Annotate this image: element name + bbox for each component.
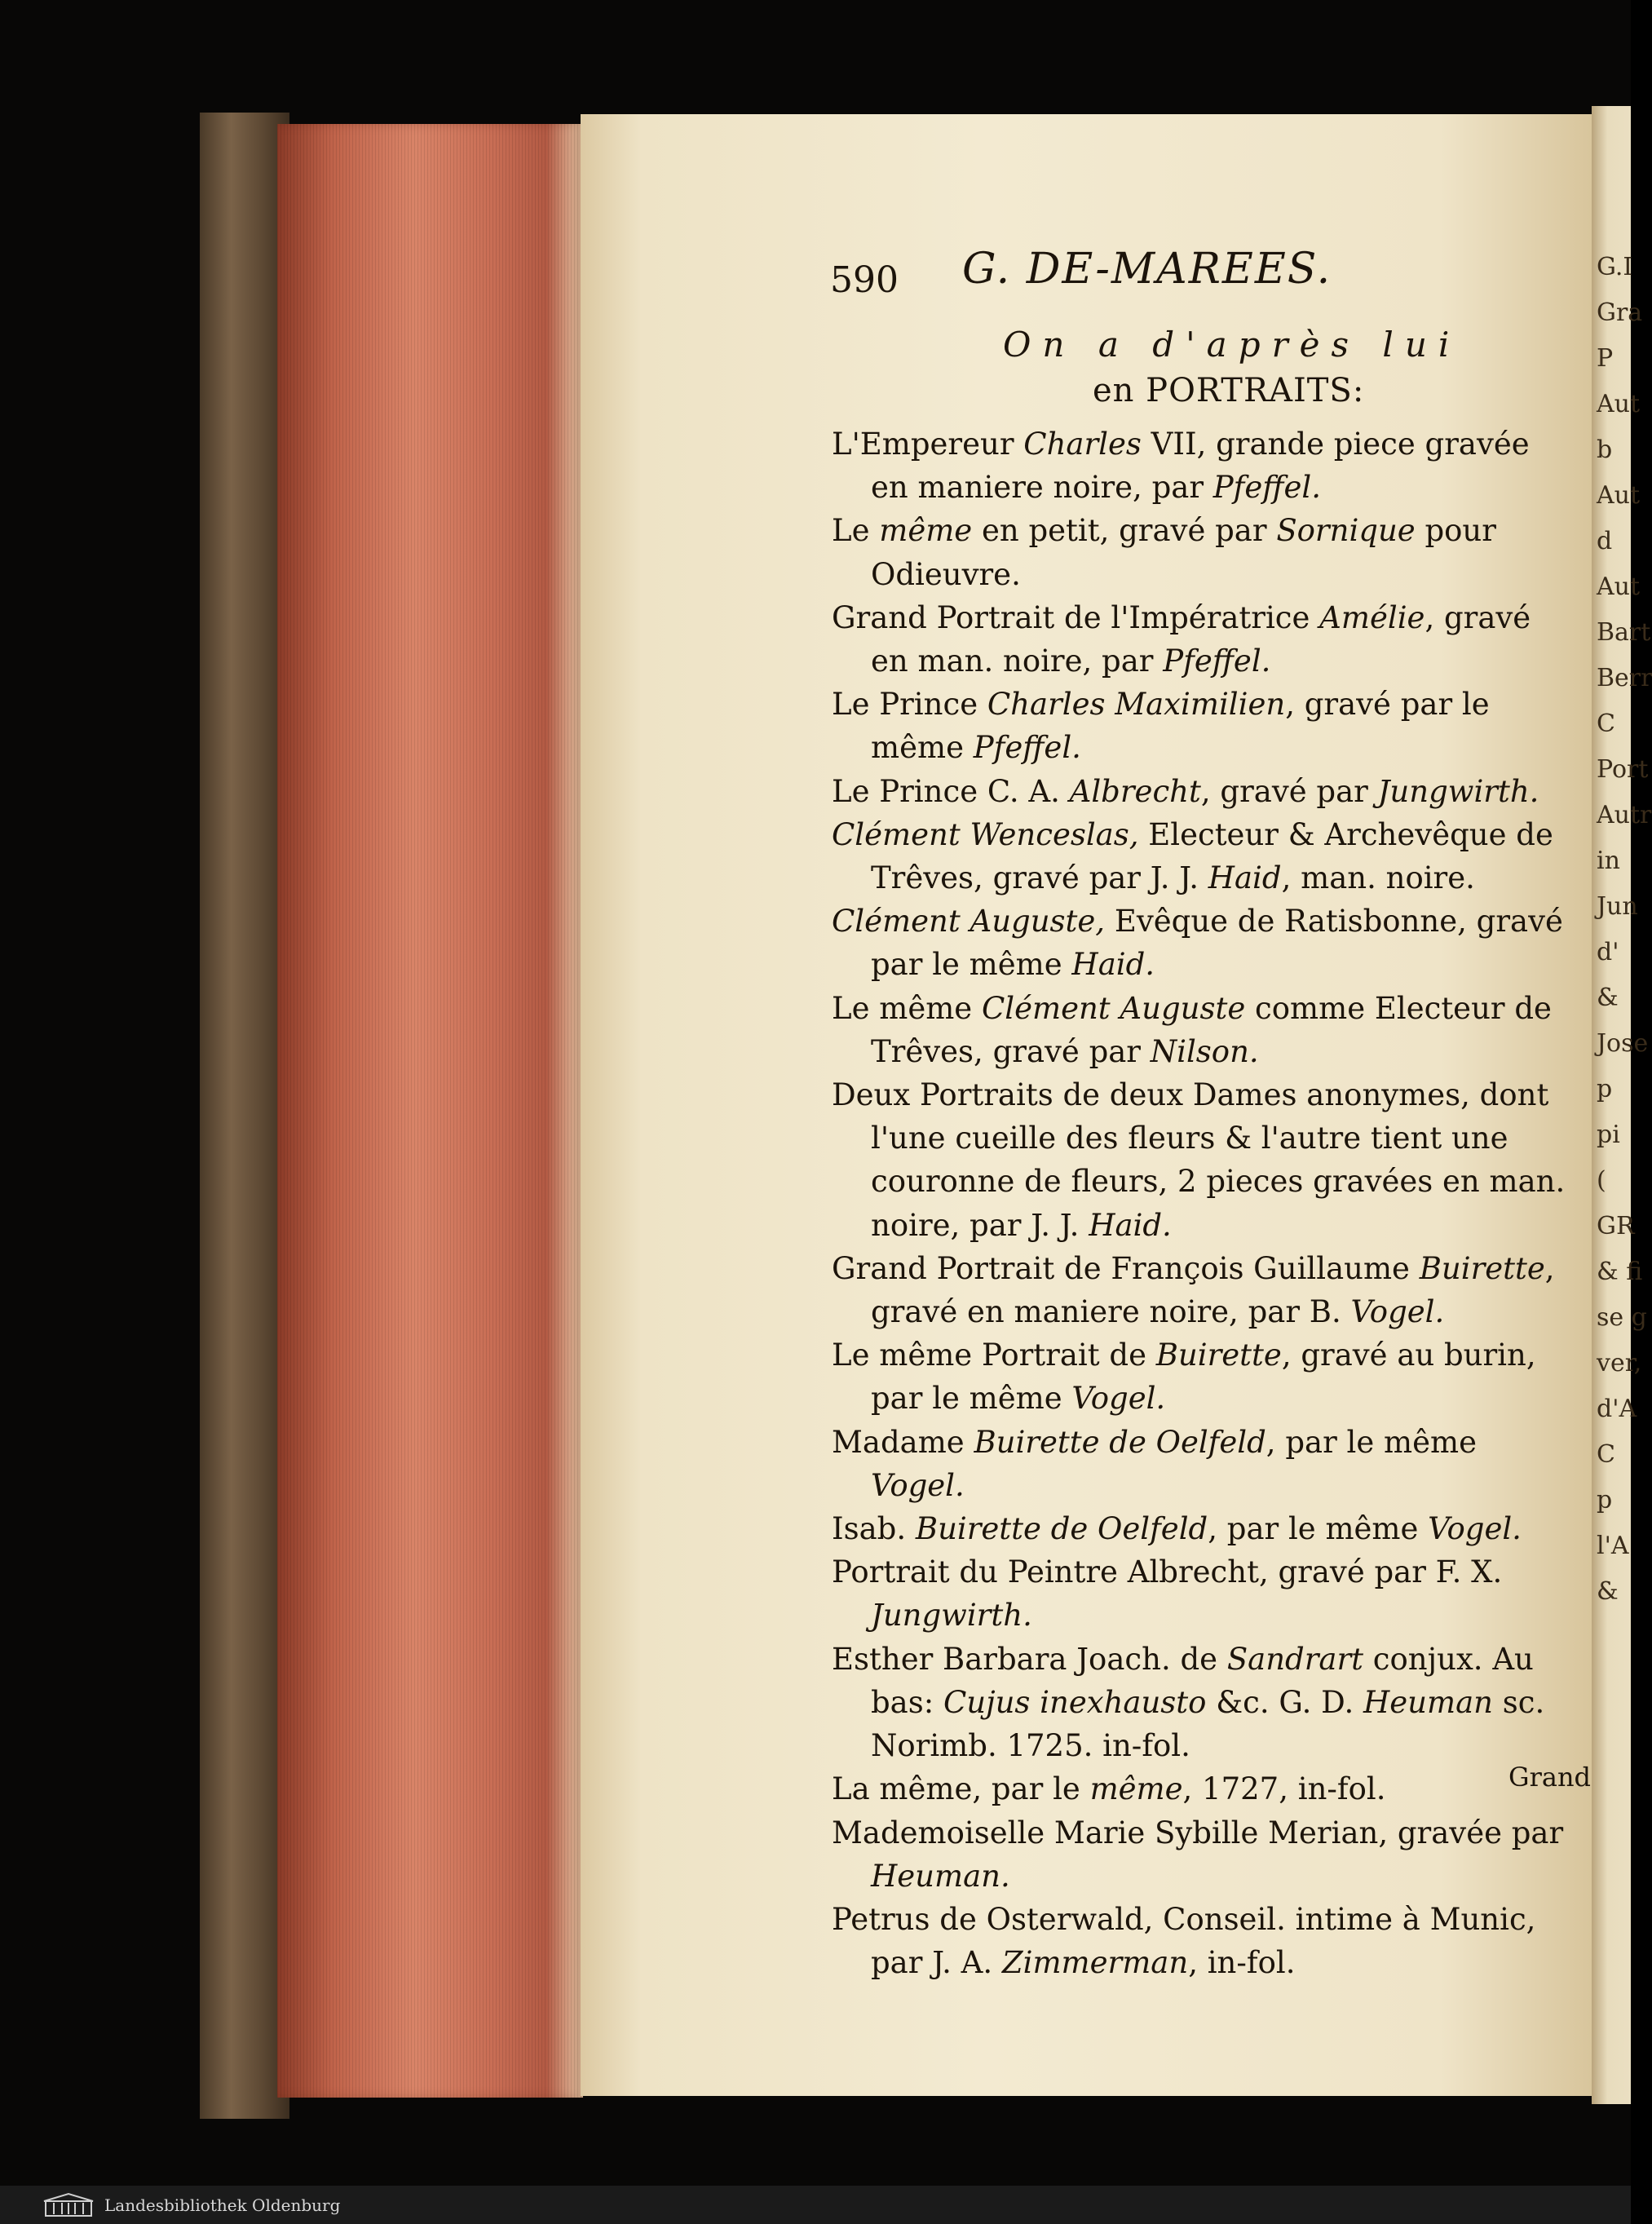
entry-text: , par le même	[1266, 1424, 1477, 1460]
section-subheading-portraits: en PORTRAITS:	[1093, 372, 1365, 409]
next-page-fragment: p	[1597, 1075, 1613, 1103]
entry-name-italic: Haid.	[1071, 947, 1155, 983]
next-page-fragment: &	[1597, 1577, 1619, 1606]
entry-text: &c. G. D.	[1206, 1684, 1364, 1720]
entry-text: Portrait du Peintre Albrecht, gravé par F. X.	[832, 1554, 1503, 1590]
entry-name-italic: même	[1089, 1771, 1183, 1807]
entry-list	[832, 422, 1570, 1984]
entry-text: , par le même	[1208, 1511, 1429, 1547]
next-page-fragment: b	[1597, 436, 1613, 464]
catalogue-entry	[832, 770, 1570, 813]
entry-name-italic: Sornique	[1276, 513, 1416, 549]
catalogue-entry	[832, 1811, 1570, 1898]
entry-text: , gravé par	[1200, 773, 1378, 809]
entry-text: Madame	[832, 1424, 974, 1460]
entry-name-italic: Zimmerman	[1001, 1945, 1189, 1981]
entry-text: Le même Portrait de	[832, 1337, 1156, 1373]
next-page-fragment: pi	[1597, 1121, 1620, 1149]
catalogue-entry	[832, 1507, 1570, 1550]
entry-text: Le même	[832, 990, 982, 1026]
entry-name-italic: Jungwirth.	[871, 1598, 1032, 1634]
entry-text: La même, par le	[832, 1771, 1090, 1807]
next-page-fragment: GR	[1597, 1212, 1635, 1240]
entry-name-italic: Buirette de Oelfeld	[974, 1424, 1266, 1460]
next-page-fragment: & fi	[1597, 1258, 1643, 1286]
entry-text: , gravé en man. noire, par	[871, 599, 1531, 679]
next-page-fragment: P	[1597, 344, 1614, 373]
next-page-fragment: Aut	[1597, 481, 1641, 510]
entry-name-italic: Clément Auguste	[981, 990, 1246, 1026]
entry-text: conjux. Au bas:	[871, 1641, 1534, 1720]
next-page-fragment: Gra	[1597, 298, 1643, 327]
next-page-fragment: C	[1597, 1440, 1615, 1469]
entry-text: , gravé par le même	[871, 687, 1490, 766]
entry-name-italic: Haid.	[1089, 1207, 1172, 1243]
next-page-fragment: ver,	[1597, 1349, 1642, 1377]
page-block-fore-edge	[277, 124, 583, 2098]
entry-text: Petrus de Osterwald, Conseil. intime à Munic, par J. A.	[832, 1901, 1536, 1981]
catalogue-entry	[832, 1333, 1570, 1420]
catalogue-entry	[832, 596, 1570, 683]
next-page-fragment: in	[1597, 847, 1620, 875]
entry-name-italic: Clément Auguste,	[832, 904, 1106, 940]
entry-text: Le	[832, 513, 880, 549]
catalogue-entry	[832, 1247, 1570, 1333]
next-page-fragment: Autr	[1597, 801, 1652, 829]
entry-text: Grand Portrait de l'Impératrice	[832, 599, 1320, 635]
entry-text: Mademoiselle Marie Sybille Merian, gravée par	[832, 1815, 1564, 1850]
next-page-fragment: d'A	[1597, 1395, 1637, 1423]
entry-name-italic: Nilson.	[1150, 1033, 1259, 1069]
next-page-fragment: Berr	[1597, 664, 1652, 692]
entry-text: pour Odieuvre.	[871, 513, 1496, 592]
entry-name-italic: Albrecht	[1069, 773, 1201, 809]
entry-text: en petit, gravé par	[972, 513, 1277, 549]
entry-name-italic: Sandrart	[1226, 1641, 1364, 1677]
entry-name-italic: Vogel.	[1071, 1381, 1166, 1417]
catalogue-entry	[832, 1767, 1570, 1811]
entry-name-italic: Clément Wenceslas,	[832, 816, 1139, 852]
entry-text: , in-fol.	[1188, 1945, 1296, 1981]
entry-text: Le Prince C. A.	[832, 773, 1070, 809]
entry-text: Electeur & Archevêque de Trêves, gravé par J. J.	[871, 816, 1553, 896]
next-page-fragment: &	[1597, 984, 1619, 1012]
next-page-fragment: Aut	[1597, 390, 1641, 418]
entry-name-italic: Buirette	[1419, 1250, 1545, 1286]
catalogue-entry	[832, 1898, 1570, 1984]
catalogue-entry	[832, 1421, 1570, 1507]
entry-text: , gravé en maniere noire, par B.	[871, 1250, 1555, 1330]
entry-text: L'Empereur	[832, 427, 1024, 462]
next-page-fragment: C	[1597, 710, 1615, 738]
entry-text: , man. noire.	[1281, 860, 1475, 896]
catalogue-entry	[832, 509, 1570, 595]
entry-name-italic: Pfeffel.	[1212, 470, 1321, 506]
entry-name-italic: Vogel.	[871, 1467, 965, 1503]
next-page-fragment: d	[1597, 527, 1613, 555]
next-page-fragment: l'A	[1597, 1532, 1629, 1560]
entry-text: comme Electeur de Trêves, gravé par	[871, 990, 1552, 1069]
running-header: G. DE-MAREES.	[962, 245, 1332, 294]
section-subheading: On a d'après lui	[1003, 325, 1461, 365]
entry-text: , gravé au burin, par le même	[871, 1337, 1536, 1417]
entry-text: Grand Portrait de François Guillaume	[832, 1250, 1420, 1286]
next-page-edge	[1592, 106, 1652, 2104]
next-page-fragment: G.I	[1597, 253, 1633, 281]
entry-text: VII, grande piece gravée en maniere noire, par	[871, 427, 1530, 506]
catalogue-entry	[832, 1638, 1570, 1768]
next-page-fragment: se g	[1597, 1303, 1647, 1332]
entry-text: Esther Barbara Joach. de	[832, 1641, 1227, 1677]
entry-name-italic: même	[879, 513, 973, 549]
catalogue-entry	[832, 422, 1570, 509]
entry-name-italic: Buirette de Oelfeld	[915, 1511, 1208, 1547]
entry-name-italic: Haid	[1208, 860, 1282, 896]
next-page-fragment: p	[1597, 1486, 1613, 1514]
catchword: Grand	[1508, 1762, 1592, 1793]
entry-text: Deux Portraits de deux Dames anonymes, dont l'une cueille des fleurs & l'autre tient une couronne de fleurs, 2 pieces gravées en man. noire, par J. J.	[832, 1077, 1566, 1243]
entry-name-italic: Pfeffel.	[973, 730, 1081, 766]
entry-name-italic: Heuman	[1363, 1684, 1493, 1720]
entry-text: Isab.	[832, 1511, 916, 1547]
catalogue-entry	[832, 987, 1570, 1073]
page-number: 590	[830, 259, 899, 301]
next-page-fragment: Bart	[1597, 618, 1651, 647]
book-cover-edge	[200, 113, 289, 2119]
catalogue-entry	[832, 683, 1570, 769]
catalogue-entry	[832, 1550, 1570, 1637]
entry-name-italic: Charles Maximilien	[987, 687, 1286, 723]
library-building-icon	[44, 2193, 93, 2217]
next-page-fragment: Aut	[1597, 573, 1641, 601]
entry-name-italic: Pfeffel.	[1163, 643, 1271, 679]
entry-name-italic: Buirette	[1155, 1337, 1282, 1373]
next-page-fragment: d'	[1597, 938, 1619, 966]
catalogue-entry	[832, 900, 1570, 986]
entry-name-italic: Jungwirth.	[1377, 773, 1539, 809]
entry-text: sc. Norimb. 1725. in-fol.	[871, 1684, 1545, 1764]
entry-text: , 1727, in-fol.	[1182, 1771, 1386, 1807]
entry-name-italic: Charles	[1023, 427, 1142, 462]
next-page-fragment: Jose	[1597, 1029, 1649, 1058]
entry-name-italic: Cujus inexhausto	[943, 1684, 1207, 1720]
viewer-footer	[0, 2186, 1631, 2224]
entry-text: Evêque de Ratisbonne, gravé par le même	[871, 904, 1563, 983]
catalogue-entry	[832, 1073, 1570, 1247]
next-page-fragment: Jun	[1597, 892, 1638, 921]
library-name: Landesbibliothek Oldenburg	[104, 2195, 341, 2215]
next-page-fragment: Port	[1597, 755, 1649, 784]
entry-name-italic: Vogel.	[1428, 1511, 1522, 1547]
entry-text: Le Prince	[832, 687, 987, 723]
entry-name-italic: Heuman.	[871, 1858, 1010, 1894]
entry-name-italic: Amélie	[1319, 599, 1425, 635]
next-page-fragment: (	[1597, 1166, 1606, 1195]
catalogue-entry	[832, 813, 1570, 900]
entry-name-italic: Vogel.	[1350, 1294, 1445, 1330]
